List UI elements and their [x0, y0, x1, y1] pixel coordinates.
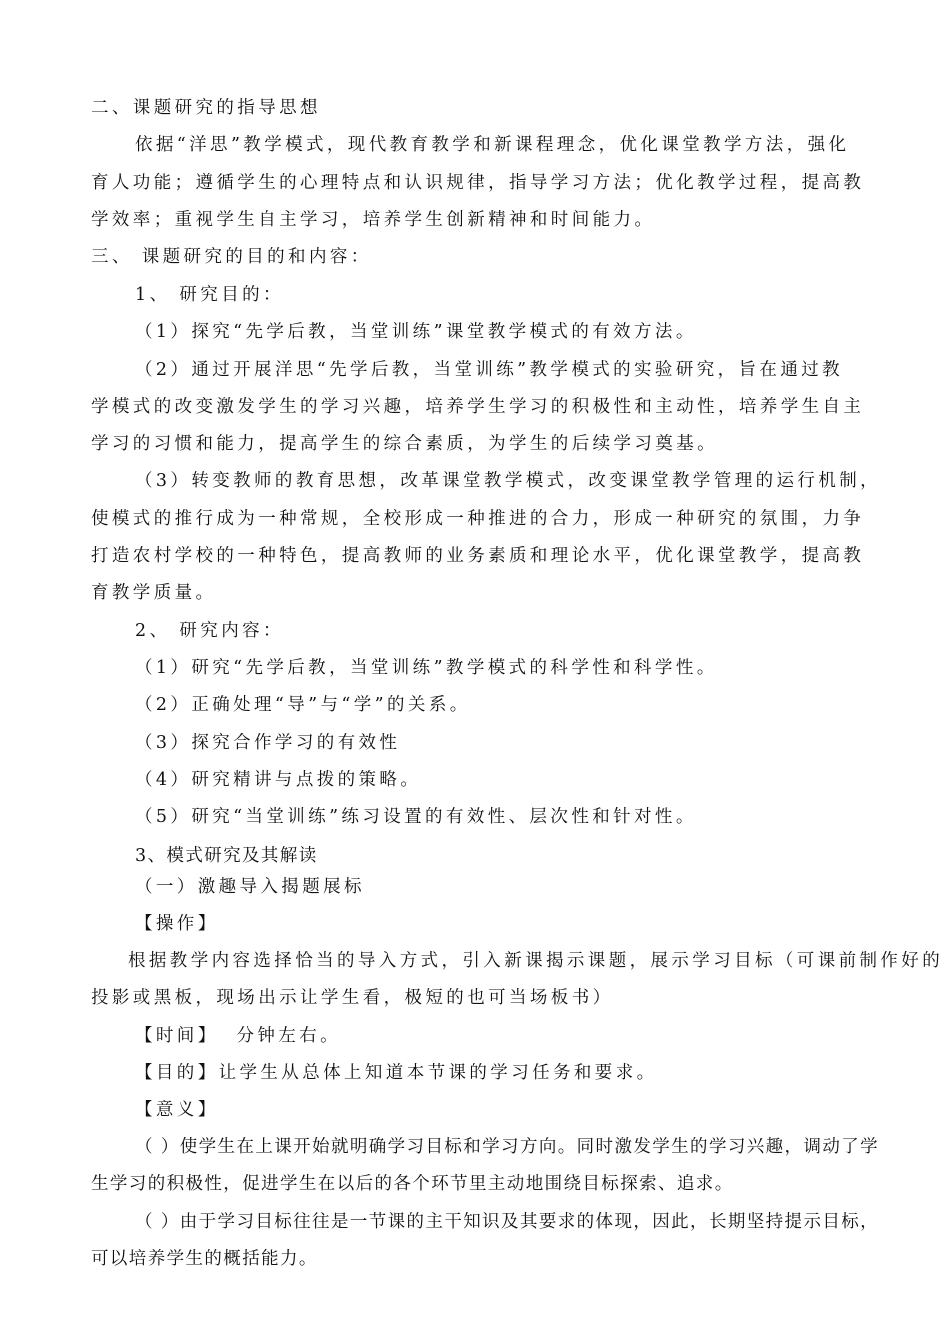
content-item: （2）正确处理“导”与“学”的关系。: [135, 695, 471, 715]
subsection-heading: 2、 研究内容：: [135, 621, 284, 641]
content-item: （1）研究“先学后教，当堂训练”教学模式的科学性和科学性。: [135, 658, 718, 678]
paragraph-line: 根据教学内容选择恰当的导入方式，引入新课揭示课题，展示学习目标（可课前制作好的: [128, 951, 944, 971]
paragraph-line: 可以培养学生的概括能力。: [91, 1249, 318, 1269]
content-item: （5）研究“当堂训练”练习设置的有效性、层次性和针对性。: [135, 807, 697, 827]
label-meaning: 【意义】: [135, 1100, 219, 1120]
paragraph-line: （3）转变教师的教育思想，改革课堂教学模式，改变课堂教学管理的运行机制，: [135, 471, 882, 491]
section-heading-3: 三、 课题研究的目的和内容：: [91, 247, 372, 267]
label-purpose: 【目的】让学生从总体上知道本节课的学习任务和要求。: [135, 1063, 658, 1083]
paragraph-line: 学模式的改变激发学生的学习兴趣，培养学生学习的积极性和主动性，培养学生自主: [91, 397, 865, 417]
goal-item: （1）探究“先学后教，当堂训练”课堂教学模式的有效方法。: [135, 322, 697, 342]
paragraph-line: 依据“洋思”教学模式，现代教育教学和新课程理念，优化课堂教学方法，强化: [135, 135, 850, 155]
paragraph-line: （ ）由于学习目标往往是一节课的主干知识及其要求的体现，因此，长期坚持提示目标，: [135, 1212, 880, 1232]
paragraph-line: 育教学质量。: [91, 583, 217, 603]
section-title: （一）激趣导入揭题展标: [135, 877, 365, 897]
paragraph-line: 育人功能；遵循学生的心理特点和认识规律，指导学习方法；优化教学过程，提高教: [91, 173, 865, 193]
subsection-heading: 3、模式研究及其解读: [135, 846, 318, 866]
paragraph-line: 使模式的推行成为一种常规，全校形成一种推进的合力，形成一种研究的氛围，力争: [91, 509, 865, 529]
content-item: （3）探究合作学习的有效性: [135, 733, 401, 753]
content-item: （4）研究精讲与点拨的策略。: [135, 770, 422, 790]
paragraph-line: 打造农村学校的一种特色，提高教师的业务素质和理论水平，优化课堂教学，提高教: [91, 546, 865, 566]
subsection-heading: 1、 研究目的：: [135, 285, 284, 305]
paragraph-line: （2）通过开展洋思“先学后教，当堂训练”教学模式的实验研究，旨在通过教: [135, 360, 844, 380]
paragraph-line: 学效率；重视学生自主学习，培养学生创新精神和时间能力。: [91, 210, 656, 230]
paragraph-line: （ ）使学生在上课开始就明确学习目标和学习方向。同时激发学生的学习兴趣，调动了学: [135, 1137, 880, 1157]
label-operation: 【操作】: [135, 914, 219, 934]
paragraph-line: 学习的习惯和能力，提高学生的综合素质，为学生的后续学习奠基。: [91, 434, 718, 454]
paragraph-line: 生学习的积极性，促进学生在以后的各个环节里主动地围绕目标探索、追求。: [91, 1174, 734, 1194]
label-time: 【时间】 分钟左右。: [135, 1026, 342, 1046]
section-heading-2: 二、课题研究的指导思想: [91, 98, 321, 118]
paragraph-line: 投影或黑板，现场出示让学生看，极短的也可当场板书）: [91, 988, 614, 1008]
